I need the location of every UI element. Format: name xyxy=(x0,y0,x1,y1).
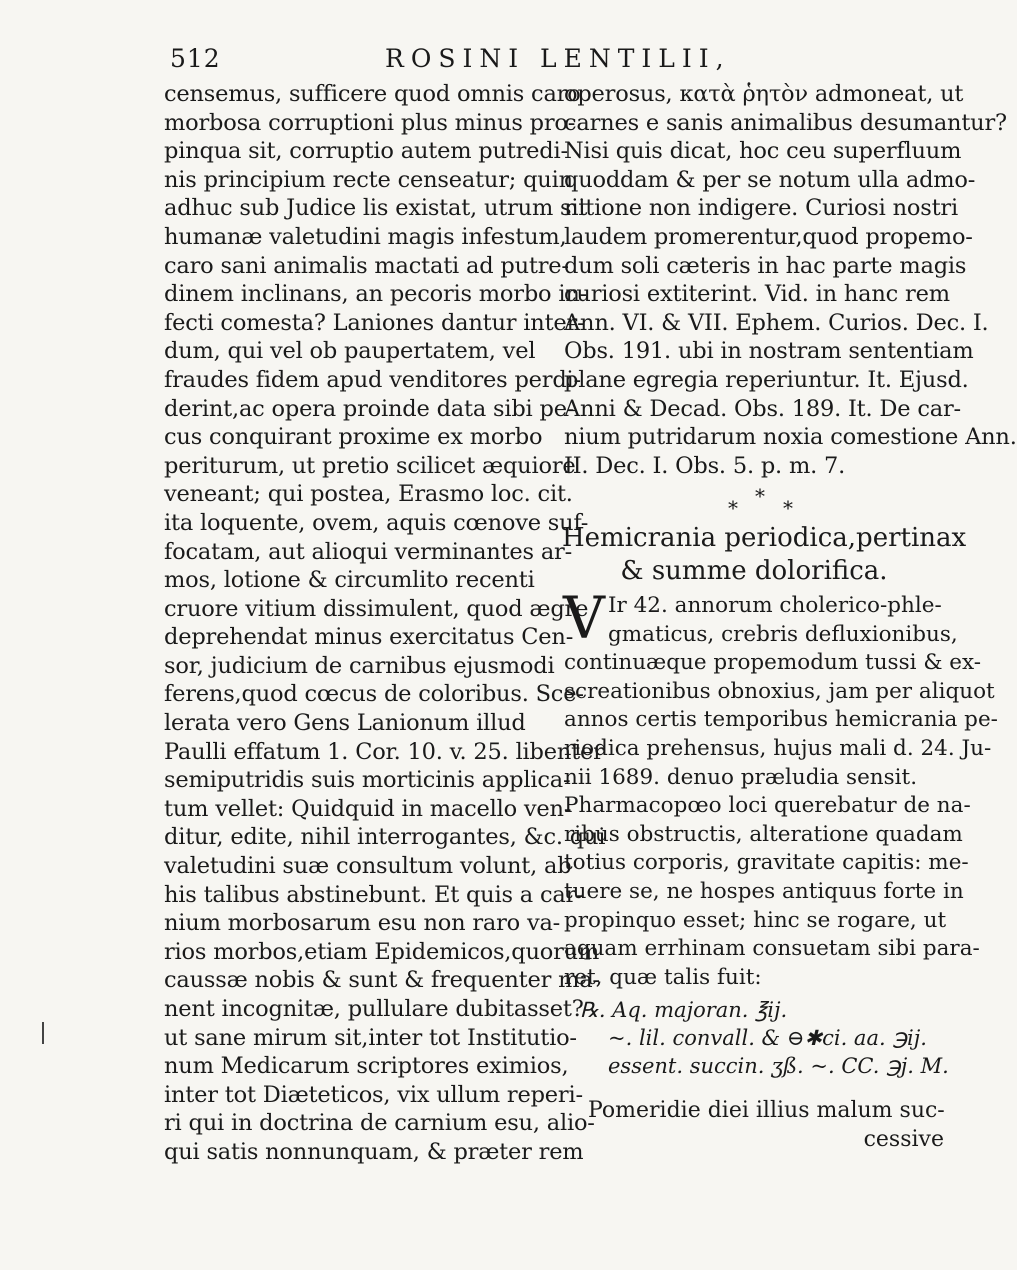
case-body xyxy=(564,592,998,992)
right-column-top xyxy=(564,80,1017,480)
text-line: Obs. 191. ubi in nostram sententiam xyxy=(564,338,974,365)
text-line: nium morbosarum esu non raro va- xyxy=(164,910,561,937)
text-line: censemus, sufficere quod omnis caro xyxy=(164,81,581,107)
section-heading xyxy=(562,522,967,588)
text-line: dinem inclinans, an pecoris morbo in- xyxy=(164,281,588,308)
text-line: aquam errhinam consuetam sibi para- xyxy=(564,936,980,962)
text-line: sor, judicium de carnibus ejusmodi xyxy=(164,652,555,679)
text-line: Anni & Decad. Obs. 189. It. De car- xyxy=(564,395,961,422)
text-line: riodica prehensus, hujus mali d. 24. Ju- xyxy=(564,735,992,761)
heading-line: Hemicrania periodica,pertinax xyxy=(562,523,967,553)
text-line: nii 1689. denuo præludia sensit. xyxy=(564,764,918,790)
text-line: continuæque propemodum tussi & ex- xyxy=(564,650,982,676)
text-line: valetudini suæ consultum volunt, ab xyxy=(164,853,572,880)
text-line: adhuc sub Judice lis existat, utrum sit xyxy=(164,195,588,222)
text-line: tum vellet: Quidquid in macello ven- xyxy=(164,795,572,822)
text-line: morbosa corruptioni plus minus pro- xyxy=(164,109,576,136)
text-line: ribus obstructis, alteratione quadam xyxy=(564,821,963,847)
recipe-line: ~. lil. convall. & ⊖✱ci. aa. ℈ij. xyxy=(608,1026,927,1050)
text-line: Nisi quis dicat, hoc ceu superfluum xyxy=(564,138,962,165)
text-line: cruore vitium dissimulent, quod ægre xyxy=(164,595,589,622)
text-line: dum soli cæteris in hac parte magis xyxy=(564,252,967,279)
text-line: caro sani animalis mactati ad putre- xyxy=(164,252,569,279)
text-line: nium putridarum noxia comestione Ann. xyxy=(564,424,1017,451)
star: * xyxy=(755,484,765,508)
text-line: totius corporis, gravitate capitis: me- xyxy=(564,850,969,876)
text-line: gmaticus, crebris defluxionibus, xyxy=(608,621,958,647)
text-line: carnes e sanis animalibus desumantur? xyxy=(564,109,1007,136)
text-line: pinqua sit, corruptio autem putredi- xyxy=(164,138,568,165)
recipe-line: essent. succin. ʒß. ~. CC. ℈j. M. xyxy=(608,1054,949,1078)
text-line: screationibus obnoxius, jam per aliquot xyxy=(564,678,995,704)
text-line: derint,ac opera proinde data sibi pe- xyxy=(164,395,575,422)
text-line: quoddam & per se notum ulla admo- xyxy=(564,166,976,193)
text-line: Paulli effatum 1. Cor. 10. v. 25. libenter xyxy=(164,738,604,765)
text-line: Ann. VI. & VII. Ephem. Curios. Dec. I. xyxy=(564,309,989,336)
continuation-line: cessive xyxy=(863,1127,944,1152)
text-line: propinquo esset; hinc se rogare, ut xyxy=(564,907,947,933)
text-line: periturum, ut pretio scilicet æquiore xyxy=(164,452,576,479)
text-line: Ir 42. annorum cholerico-phle- xyxy=(608,593,942,618)
text-line: ut sane mirum sit,inter tot Institutio- xyxy=(164,1024,577,1051)
left-column xyxy=(164,80,606,1167)
text-line: fecti comesta? Laniones dantur inter- xyxy=(164,309,585,336)
text-line: plane egregia reperiuntur. It. Ejusd. xyxy=(564,366,969,393)
text-line: semiputridis suis morticinis applica- xyxy=(164,767,571,794)
text-line: ita loquente, ovem, aquis cœnove suf- xyxy=(164,509,589,536)
text-line: ri qui in doctrina de carnium esu, alio- xyxy=(164,1110,595,1137)
text-line: nis principium recte censeatur; quin xyxy=(164,166,573,193)
recipe-line: ℞. Aq. majoran. ℥ij. xyxy=(580,998,788,1022)
text-line: tuere se, ne hospes antiquus forte in xyxy=(564,878,964,904)
star: * xyxy=(728,496,738,520)
text-line: num Medicarum scriptores eximios, xyxy=(164,1053,569,1080)
text-line: rios morbos,etiam Epidemicos,quorum xyxy=(164,938,600,965)
text-line: humanæ valetudini magis infestum, xyxy=(164,223,567,250)
star: * xyxy=(783,496,793,520)
text-line: lerata vero Gens Lanionum illud xyxy=(164,710,526,737)
text-line: focatam, aut alioqui verminantes ar- xyxy=(164,538,573,565)
text-line: qui satis nonnunquam, & præter rem xyxy=(164,1138,584,1165)
text-line: nent incognitæ, pullulare dubitasset? xyxy=(164,996,584,1022)
text-line: mos, lotione & circumlito recenti xyxy=(164,567,535,594)
text-line: operosus, κατὰ ῥητὸν admoneat, ut xyxy=(564,81,964,107)
text-line: Pharmacopœo loci querebatur de na- xyxy=(564,793,971,819)
heading-line: & summe dolorifica. xyxy=(620,556,888,586)
text-line: ferens,quod cœcus de coloribus. Sce- xyxy=(164,681,584,708)
text-line: ditur, edite, nihil interrogantes, &c. qui xyxy=(164,824,606,851)
continuation-text xyxy=(588,1096,944,1154)
page-number: 512 xyxy=(170,44,221,73)
text-line: his talibus abstinebunt. Et quis a car- xyxy=(164,881,584,908)
text-line: nitione non indigere. Curiosi nostri xyxy=(564,195,958,222)
text-line: laudem promerentur,quod propemo- xyxy=(564,223,973,250)
running-title: ROSINI LENTILII, xyxy=(385,44,731,73)
recipe xyxy=(580,996,950,1080)
text-line: ret, quæ talis fuit: xyxy=(564,964,762,990)
text-line: annos certis temporibus hemicrania pe- xyxy=(564,707,998,733)
page-header xyxy=(170,44,930,80)
text-line: cus conquirant proxime ex morbo xyxy=(164,424,543,451)
text-line: II. Dec. I. Obs. 5. p. m. 7. xyxy=(564,452,846,479)
continuation-line: Pomeridie diei illius malum suc- xyxy=(588,1098,945,1123)
text-line: fraudes fidem apud venditores perdi- xyxy=(164,366,581,393)
text-line: curiosi extiterint. Vid. in hanc rem xyxy=(564,281,950,308)
text-line: dum, qui vel ob paupertatem, vel xyxy=(164,338,536,365)
text-line: caussæ nobis & sunt & frequenter ma- xyxy=(164,967,600,994)
text-line: veneant; qui postea, Erasmo loc. cit. xyxy=(164,481,573,508)
drop-cap: V xyxy=(563,584,605,652)
margin-mark xyxy=(42,1022,44,1044)
text-line: deprehendat minus exercitatus Cen- xyxy=(164,624,574,651)
text-line: inter tot Diæteticos, vix ullum reperi- xyxy=(164,1081,583,1108)
